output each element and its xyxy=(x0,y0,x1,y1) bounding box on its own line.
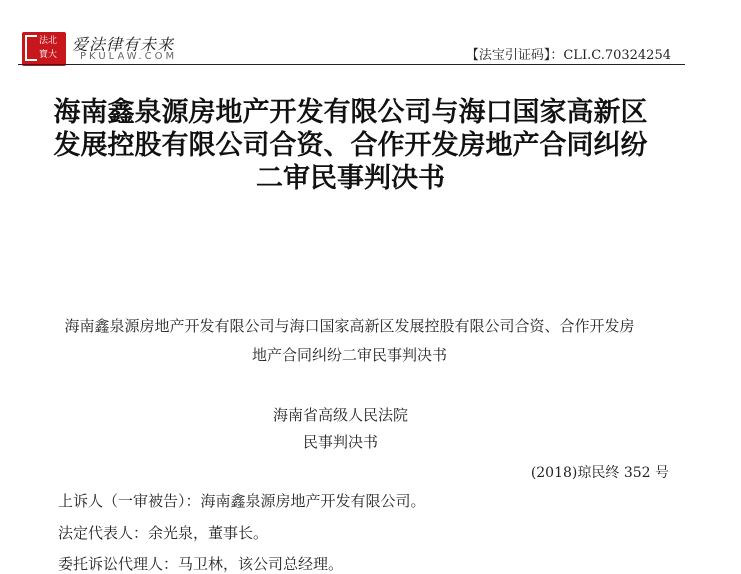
header-divider xyxy=(18,64,685,65)
logo-seal xyxy=(22,32,66,66)
pkulaw-logo xyxy=(22,32,222,66)
subtitle-line: 地产合同纠纷二审民事判决书 xyxy=(251,346,447,364)
seal-text-bottom: 寶大 xyxy=(39,50,58,60)
title-line: 二审民事判决书 xyxy=(256,163,445,194)
court-name: 海南省高级人民法院 xyxy=(272,406,408,424)
party-legal-rep: 法定代表人：余光泉，董事长。 xyxy=(58,524,269,542)
seal-text-top: 法北 xyxy=(39,36,58,46)
subtitle-line: 海南鑫泉源房地产开发有限公司与海口国家高新区发展控股有限公司合资、合作开发房 xyxy=(64,317,635,335)
party-appellant: 上诉人（一审被告）：海南鑫泉源房地产开发有限公司。 xyxy=(58,492,426,510)
title-line: 发展控股有限公司合资、合作开发房地产合同纠纷 xyxy=(53,130,648,161)
document-title xyxy=(20,96,681,195)
document-type: 民事判决书 xyxy=(302,433,378,451)
case-number: (2018)琼民终 352 号 xyxy=(530,465,669,481)
logo-url: PKULAW.COM xyxy=(80,51,178,62)
court-block xyxy=(0,402,681,456)
citation-code: 【法宝引证码】：CLI.C.70324254 xyxy=(465,48,671,63)
seal-mark-icon xyxy=(25,35,37,61)
document-subtitle xyxy=(18,312,681,370)
logo-slogan: 爱法律有未来 xyxy=(72,35,175,54)
party-agent: 委托诉讼代理人：马卫林，该公司总经理。 xyxy=(58,555,344,573)
title-line: 海南鑫泉源房地产开发有限公司与海口国家高新区 xyxy=(53,97,648,128)
